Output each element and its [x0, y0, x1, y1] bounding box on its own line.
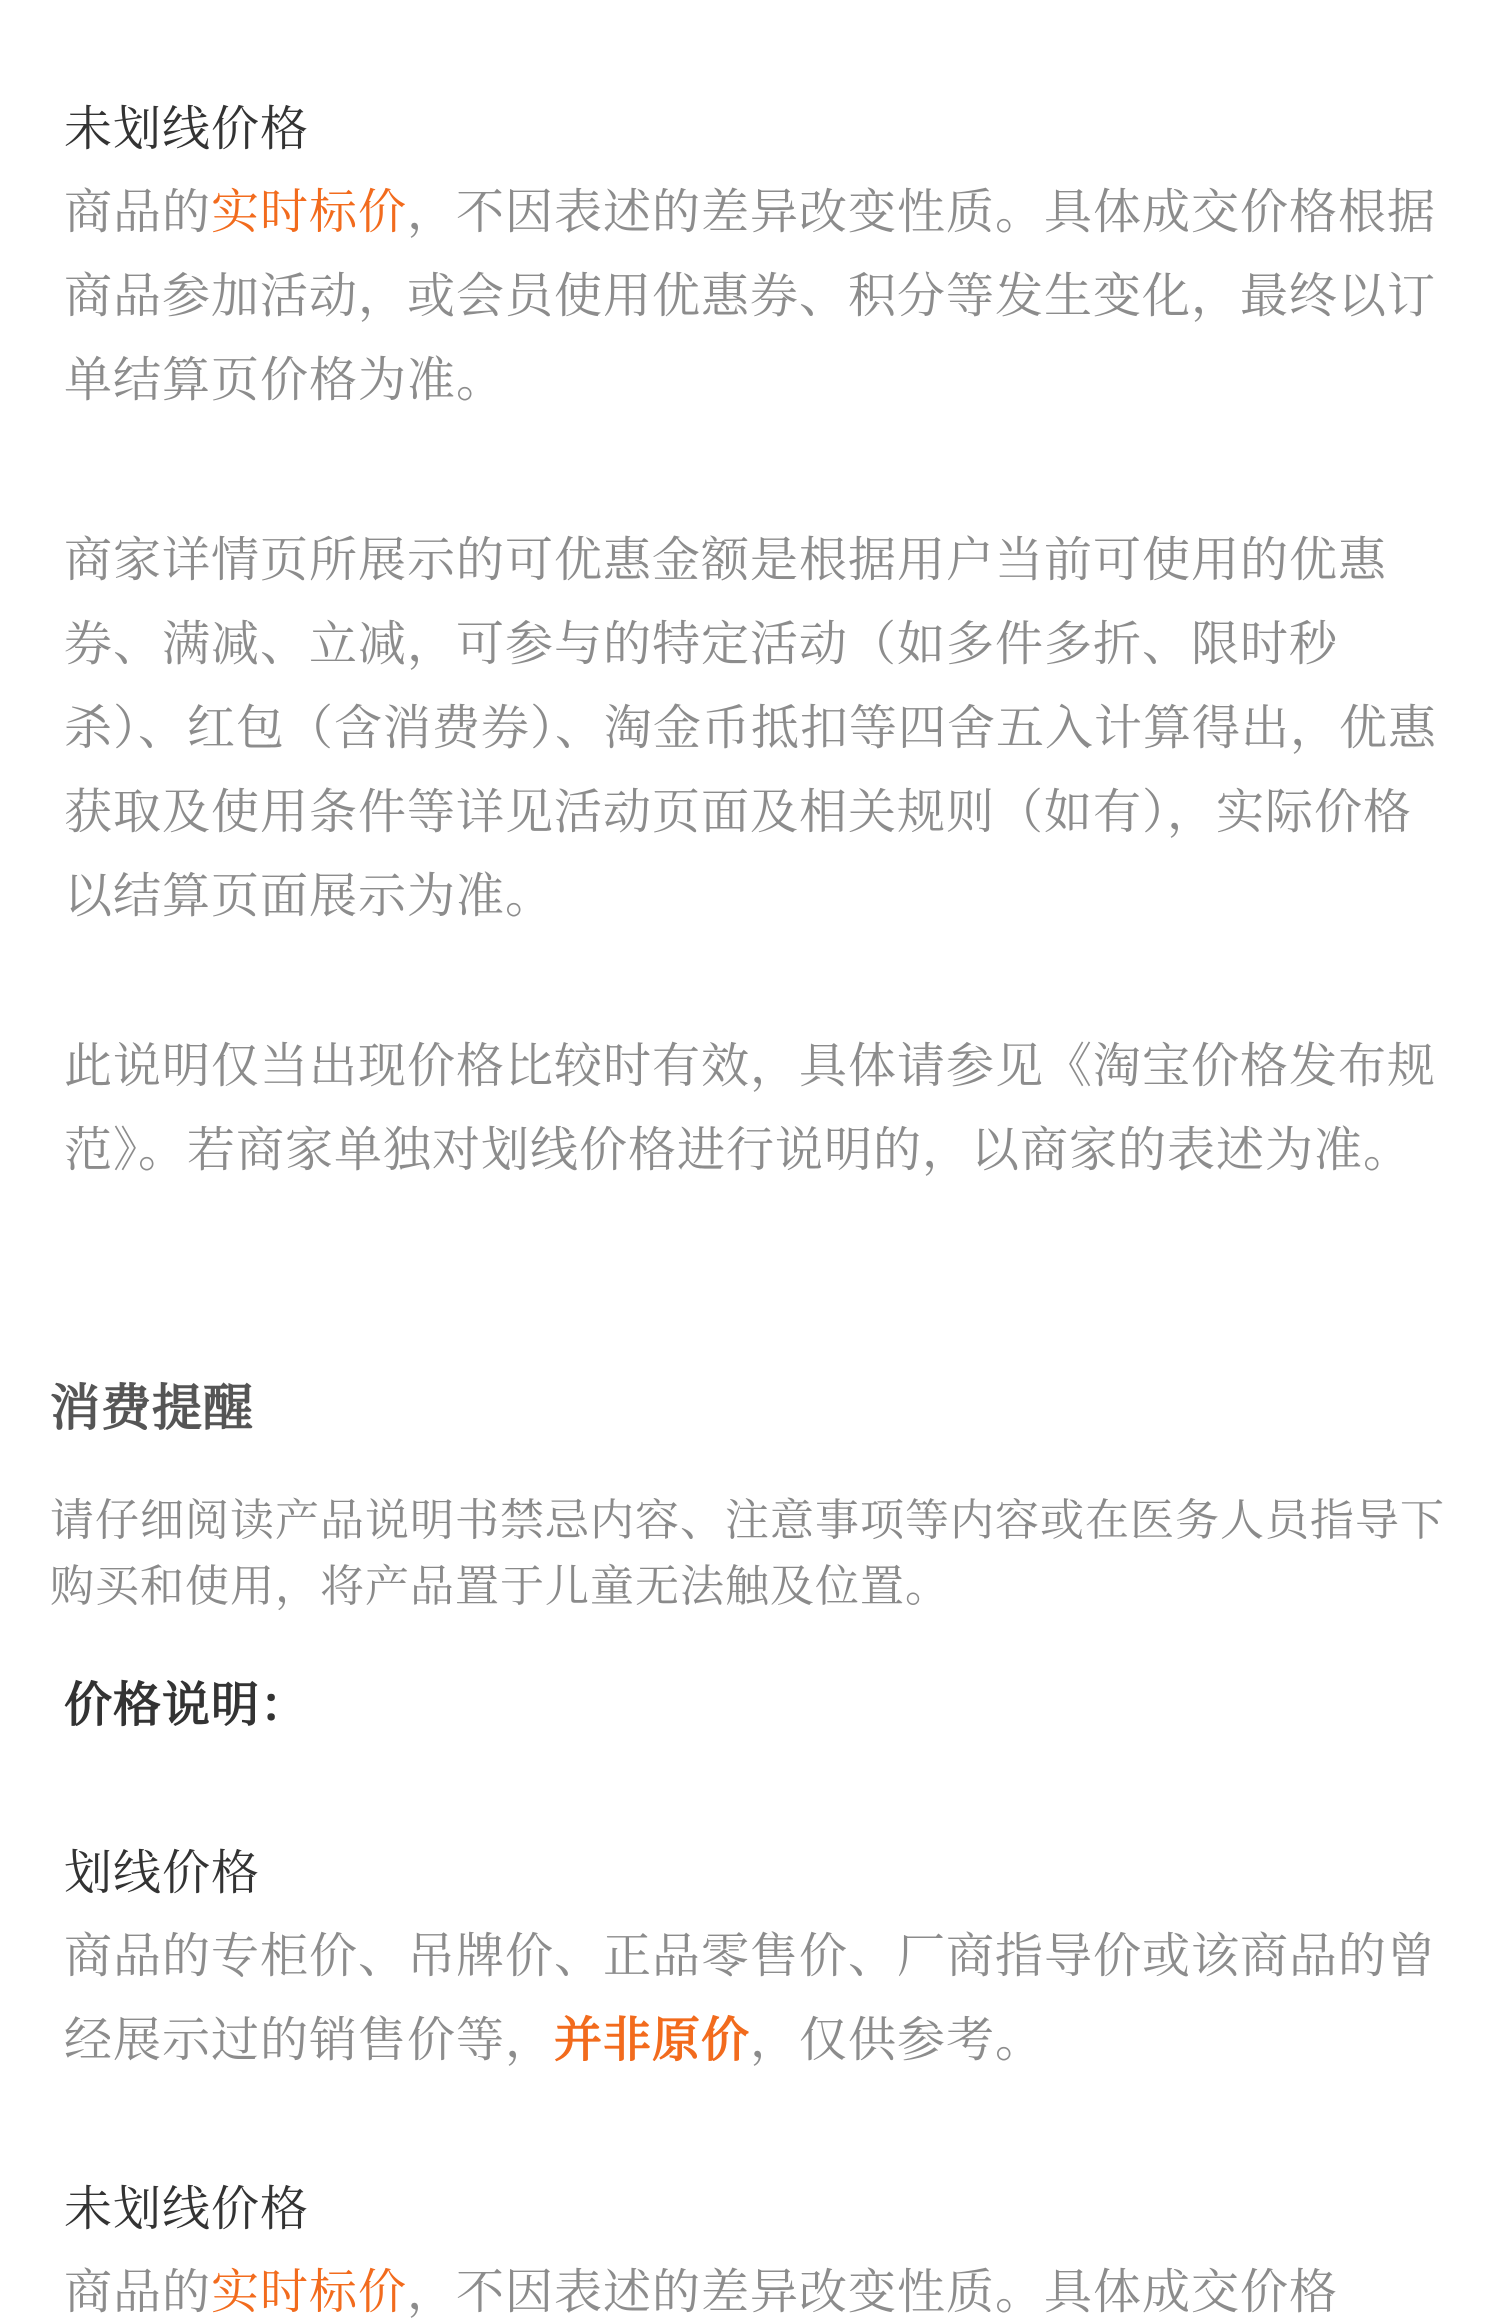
unlined-price-section-top [64, 100, 1444, 422]
section-body [64, 2250, 1444, 2322]
reminder-text: 请仔细阅读产品说明书禁忌内容、注意事项等内容或在医务人员指导下购买和使用，将产品置于儿童无法触及位置。 [50, 1495, 1445, 1612]
reminder-title: 消费提醒 [50, 1379, 254, 1437]
body-text-rest: ，不因表述的差异改变性质。具体成交价格根据商品参加活动，或会员使用优惠券、积分等发生变化，最终以订单结算页价格为准。 [64, 184, 1437, 408]
body-text-prefix: 商品的 [64, 184, 212, 240]
discount-explanation-section [64, 518, 1444, 938]
discount-explanation-text: 商家详情页所展示的可优惠金额是根据用户当前可使用的优惠券、满减、立减，可参与的特定活动（如多件多折、限时秒杀）、红包（含消费券）、淘金币抵扣等四舍五入计算得出，优惠获取及使用条件等详见活动页面及相关规则（如有），实际价格以结算页面展示为准。 [64, 532, 1438, 924]
unlined-price-section-bottom [64, 2180, 1444, 2322]
validity-text: 此说明仅当出现价格比较时有效，具体请参见《淘宝价格发布规范》。若商家单独对划线价格进行说明的，以商家的表述为准。 [64, 1038, 1437, 1178]
section-title: 未划线价格 [64, 2181, 310, 2237]
section-body [64, 170, 1444, 422]
realtime-price-highlight: 实时标价 [211, 184, 408, 240]
price-explanation-heading: 价格说明： [64, 1677, 310, 1733]
not-original-price-highlight: 并非原价 [554, 2012, 751, 2068]
validity-section [64, 1024, 1444, 1192]
section-body [64, 1914, 1444, 2082]
body-text-prefix: 商品的专柜价、吊牌价、正品零售价、厂商指导价或该商品的曾经展示过的销售价等， [64, 1928, 1437, 2068]
body-text-prefix: 商品的 [64, 2264, 212, 2320]
section-title: 划线价格 [64, 1845, 261, 1901]
lined-price-section [64, 1844, 1444, 2082]
body-text-rest: ，不因表述的差异改变性质。具体成交价格 [407, 2264, 1339, 2320]
section-title: 未划线价格 [64, 101, 310, 157]
realtime-price-highlight: 实时标价 [211, 2264, 408, 2320]
body-text-rest: ，仅供参考。 [750, 2012, 1045, 2068]
